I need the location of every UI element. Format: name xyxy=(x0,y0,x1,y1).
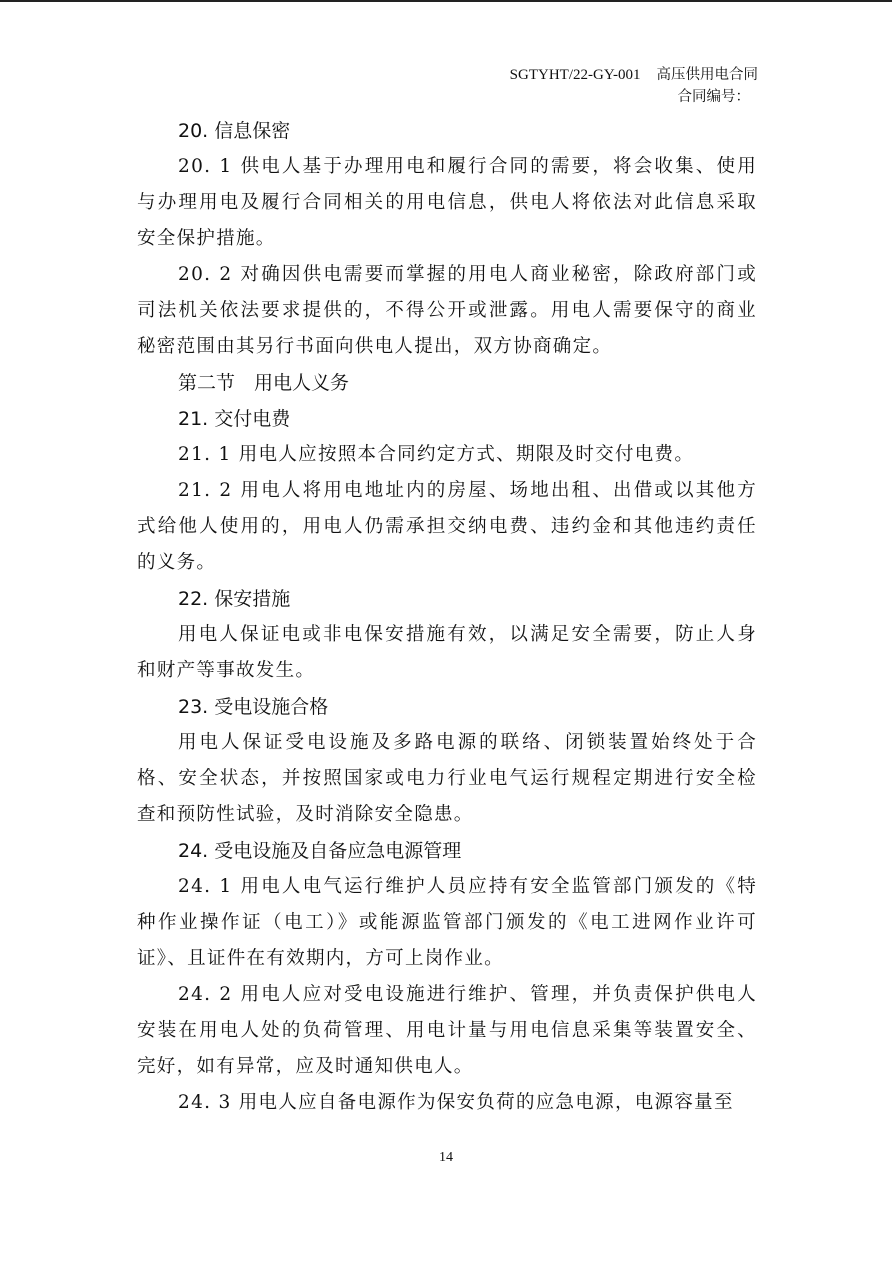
paragraph-line: 式给他人使用的，用电人仍需承担交纳电费、违约金和其他违约责任 xyxy=(137,516,757,537)
paragraph-line: 格、安全状态，并按照国家或电力行业电气运行规程定期进行安全检 xyxy=(137,768,757,789)
paragraph xyxy=(137,149,757,257)
paragraph-line: 20. 2 对确因供电需要而掌握的用电人商业秘密，除政府部门或 xyxy=(178,264,757,285)
paragraph xyxy=(137,725,757,833)
paragraph xyxy=(137,617,757,689)
section-heading: 第二节 用电人义务 xyxy=(178,372,350,394)
paragraph-line: 21. 1 用电人应按照本合同约定方式、期限及时交付电费。 xyxy=(178,444,695,465)
paragraph-line: 21. 2 用电人将用电地址内的房屋、场地出租、出借或以其他方 xyxy=(178,480,757,501)
paragraph-line: 完好，如有异常，应及时通知供电人。 xyxy=(137,1056,474,1077)
paragraph xyxy=(137,977,757,1085)
section-heading: 22. 保安措施 xyxy=(178,588,291,610)
section-heading: 21. 交付电费 xyxy=(178,408,291,430)
paragraph-line: 20. 1 供电人基于办理用电和履行合同的需要，将会收集、使用 xyxy=(178,156,757,177)
page-number: 14 xyxy=(439,1150,453,1165)
document-code: SGTYHT/22-GY-001 xyxy=(509,67,641,83)
paragraph-line: 与办理用电及履行合同相关的用电信息，供电人将依法对此信息采取 xyxy=(137,192,757,213)
paragraph-line: 证》、且证件在有效期内，方可上岗作业。 xyxy=(137,948,504,969)
section-heading: 24. 受电设施及自备应急电源管理 xyxy=(178,840,462,862)
paragraph-line: 24. 2 用电人应对受电设施进行维护、管理，并负责保护供电人 xyxy=(178,984,757,1005)
paragraph-line: 查和预防性试验，及时消除安全隐患。 xyxy=(137,804,474,825)
paragraph xyxy=(137,473,757,581)
paragraph-line: 安装在用电人处的负荷管理、用电计量与用电信息采集等装置安全、 xyxy=(137,1020,757,1041)
paragraph-line: 的义务。 xyxy=(137,552,217,573)
section-heading: 20. 信息保密 xyxy=(178,120,291,142)
paragraph xyxy=(137,869,757,977)
paragraph-line: 用电人保证受电设施及多路电源的联络、闭锁装置始终处于合 xyxy=(178,732,757,753)
paragraph xyxy=(137,437,757,473)
top-border-line xyxy=(0,0,892,2)
contract-number-label: 合同编号： xyxy=(677,89,750,105)
paragraph-line: 用电人保证电或非电保安措施有效，以满足安全需要，防止人身 xyxy=(178,624,757,645)
paragraph-line: 安全保护措施。 xyxy=(137,228,276,249)
contract-title: 高压供用电合同 xyxy=(656,67,758,83)
paragraph-line: 秘密范围由其另行书面向供电人提出，双方协商确定。 xyxy=(137,336,613,357)
section-heading: 23. 受电设施合格 xyxy=(178,696,329,718)
paragraph-line: 和财产等事故发生。 xyxy=(137,660,316,681)
page-body xyxy=(137,113,757,1121)
paragraph-line: 司法机关依法要求提供的，不得公开或泄露。用电人需要保守的商业 xyxy=(137,300,757,321)
paragraph xyxy=(137,1085,757,1121)
paragraph-line: 24. 3 用电人应自备电源作为保安负荷的应急电源，电源容量至 xyxy=(178,1092,734,1113)
paragraph-line: 种作业操作证（电工）》或能源监管部门颁发的《电工进网作业许可 xyxy=(137,912,757,933)
running-header xyxy=(510,66,758,84)
paragraph-line: 24. 1 用电人电气运行维护人员应持有安全监管部门颁发的《特 xyxy=(178,876,757,897)
paragraph xyxy=(137,257,757,365)
